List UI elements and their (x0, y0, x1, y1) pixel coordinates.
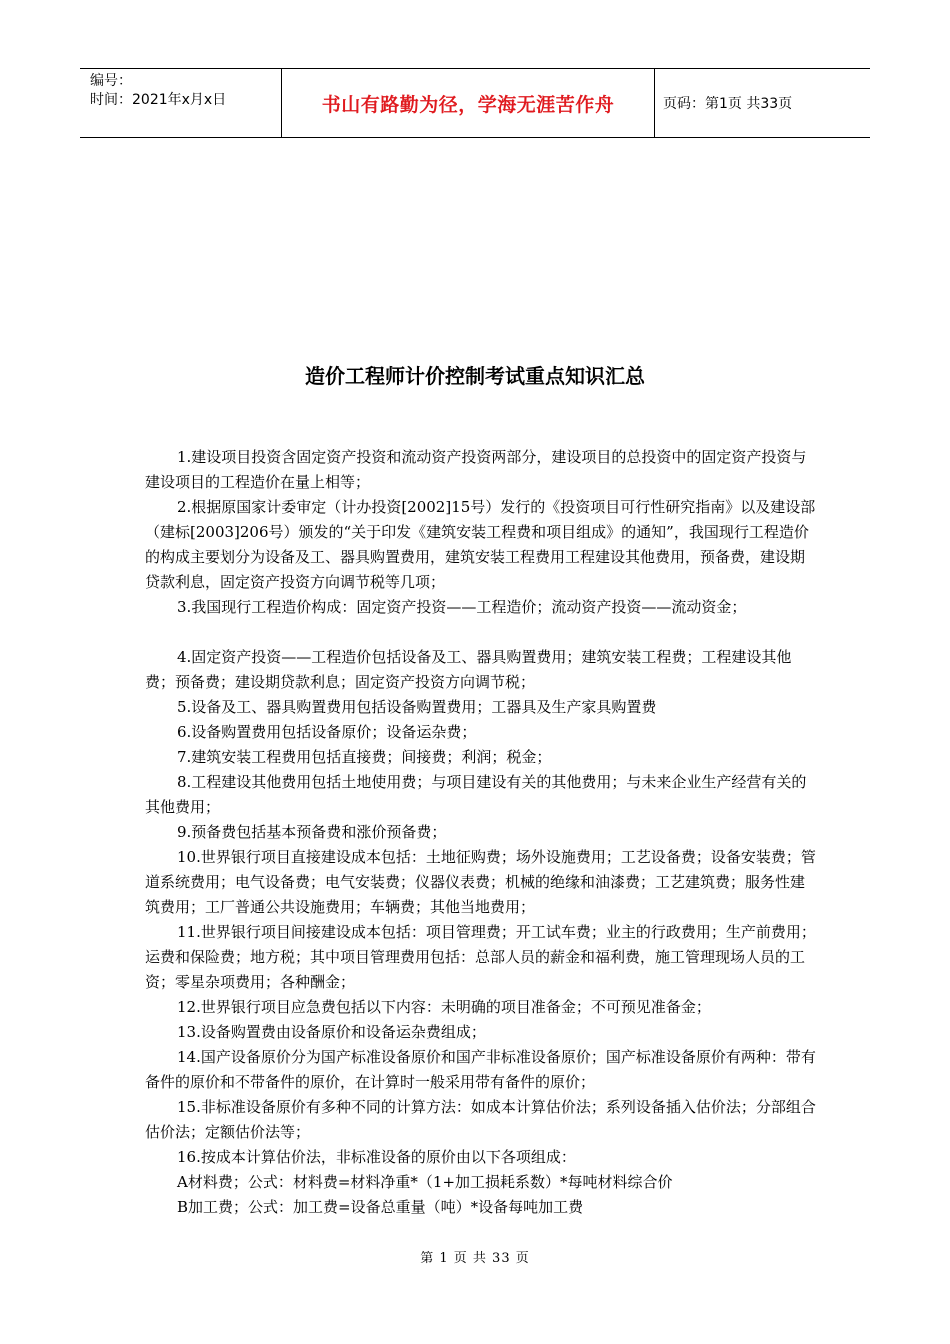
paragraph: 10.世界银行项目直接建设成本包括：土地征购费；场外设施费用；工艺设备费；设备安装费；管道系统费用；电气设备费；电气安装费；仪器仪表费；机械的绝缘和油漆费；工艺建筑费；服务性建筑费用；工厂普通公共设施费用；车辆费；其他当地费用； (145, 848, 816, 916)
paragraph: 15.非标准设备原价有多种不同的计算方法：如成本计算估价法；系列设备插入估价法；分部组合估价法；定额估价法等； (145, 1098, 816, 1141)
paragraph: 2.根据原国家计委审定（计办投资[2002]15号）发行的《投资项目可行性研究指南》以及建设部（建标[2003]206号）颁发的“关于印发《建筑安装工程费和项目组成》的通知”，我国现行工程造价的构成主要划分为设备及工、器具购置费用，建筑安装工程费用工程建设其他费用，预备费，建设期贷款利息，固定资产投资方向调节税等几项； (145, 498, 816, 591)
paragraph: 11.世界银行项目间接建设成本包括：项目管理费；开工试车费；业主的行政费用；生产前费用；运费和保险费；地方税；其中项目管理费用包括：总部人员的薪金和福利费，施工管理现场人员的工资；零星杂项费用；各种酬金； (145, 923, 816, 991)
document-date-label: 时间：2021年x月x日 (90, 92, 227, 108)
header-motto: 书山有路勤为径，学海无涯苦作舟 (321, 93, 615, 116)
page-footer: 第 1 页 共 33 页 (420, 1251, 530, 1266)
document-body (145, 445, 817, 1220)
page-header (80, 68, 870, 138)
paragraph: 14.国产设备原价分为国产标准设备原价和国产非标准设备原价；国产标准设备原价有两种：带有备件的原价和不带备件的原价，在计算时一般采用带有备件的原价； (145, 1048, 816, 1091)
paragraph: B加工费；公式：加工费=设备总重量（吨）*设备每吨加工费 (177, 1198, 584, 1216)
document-code-label: 编号： (90, 73, 132, 89)
header-motto-cell (282, 69, 655, 137)
header-page-info: 页码：第1页 共33页 (663, 96, 793, 112)
paragraph: 5.设备及工、器具购置费用包括设备购置费用；工器具及生产家具购置费 (177, 698, 657, 716)
paragraph: 8.工程建设其他费用包括土地使用费；与项目建设有关的其他费用；与未来企业生产经营有关的其他费用； (145, 773, 807, 816)
paragraph: 12.世界银行项目应急费包括以下内容：未明确的项目准备金；不可预见准备金； (177, 998, 711, 1016)
header-page-info-cell (655, 69, 870, 137)
paragraph-gap (145, 620, 817, 645)
paragraph: 9.预备费包括基本预备费和涨价预备费； (177, 823, 447, 841)
paragraph: 7.建筑安装工程费用包括直接费；间接费；利润；税金； (177, 748, 552, 766)
document-title: 造价工程师计价控制考试重点知识汇总 (305, 364, 645, 388)
paragraph: 4.固定资产投资——工程造价包括设备及工、器具购置费用；建筑安装工程费；工程建设其他费；预备费；建设期贷款利息；固定资产投资方向调节税； (145, 648, 792, 691)
paragraph: 1.建设项目投资含固定资产投资和流动资产投资两部分，建设项目的总投资中的固定资产投资与建设项目的工程造价在量上相等； (145, 448, 807, 491)
header-meta (80, 69, 282, 137)
paragraph: A材料费；公式：材料费=材料净重*（1+加工损耗系数）*每吨材料综合价 (177, 1173, 673, 1191)
paragraph: 6.设备购置费用包括设备原价；设备运杂费； (177, 723, 477, 741)
paragraph: 13.设备购置费由设备原价和设备运杂费组成； (177, 1023, 486, 1041)
paragraph: 3.我国现行工程造价构成：固定资产投资——工程造价；流动资产投资——流动资金； (177, 598, 747, 616)
paragraph: 16.按成本计算估价法，非标准设备的原价由以下各项组成： (177, 1148, 576, 1166)
